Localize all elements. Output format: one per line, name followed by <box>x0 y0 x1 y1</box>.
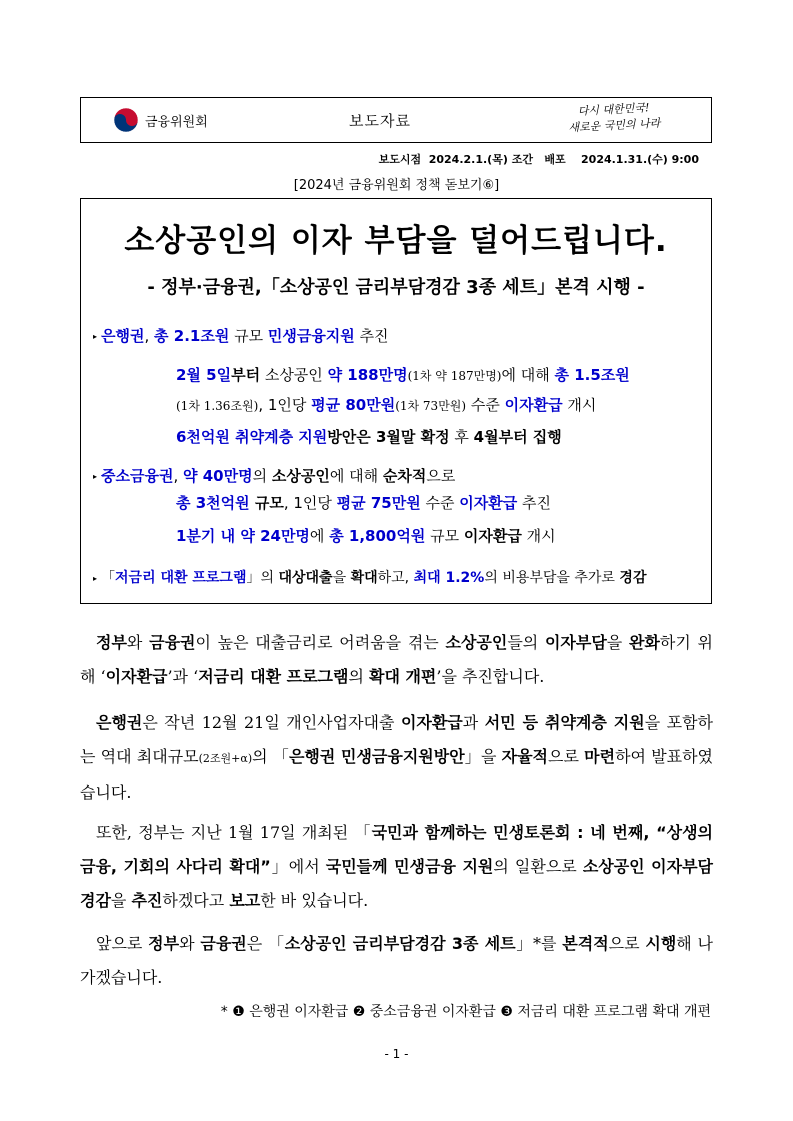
bullet-triangle-icon: ▸ <box>93 332 98 341</box>
body-paragraph-1: 정부와 금융권이 높은 대출금리로 어려움을 겪는 소상공인들의 이자부담을 완화하기 위해 ‘이자환급’과 ‘저금리 대환 프로그램의 확대 개편’을 추진합니다. <box>80 633 713 686</box>
summary-bullet-2-detail-1: 총 3천억원 규모, 1인당 평균 75만원 수준 이자환급 추진 <box>176 494 551 512</box>
body-paragraph-4: 앞으로 정부와 금융권은 「소상공인 금리부담경감 3종 세트」*를 본격적으로 시행해 나가겠습니다. <box>80 934 714 987</box>
summary-bullet-1-detail-2: (1차 1.36조원), 1인당 평균 80만원(1차 73만원) 수준 이자환급 개시 <box>176 396 597 414</box>
summary-bullet-2-detail-2: 1분기 내 약 24만명에 총 1,800억원 규모 이자환급 개시 <box>176 527 556 545</box>
body-paragraph-3: 또한, 정부는 지난 1월 17일 개최된 「국민과 함께하는 민생토론회 : 네 번째, “상생의 금융, 기회의 사다리 확대”」에서 국민들께 민생금융 지원의 일환으로 소상공인 이자부담 경감을 추진하겠다고 보고한 바 있습니다. <box>80 823 714 910</box>
bullet-triangle-icon: ▸ <box>93 472 98 481</box>
org-name: 금융위원회 <box>145 114 208 130</box>
series-label: [2024년 금융위원회 정책 돋보기⑥] <box>293 178 500 193</box>
subheadline: - 정부·금융권,「소상공인 금리부담경감 3종 세트」본격 시행 - <box>147 277 645 298</box>
summary-bullet-1: ▸ 은행권, 총 2.1조원 규모 민생금융지원 추진 <box>93 327 389 345</box>
slogan <box>538 98 689 138</box>
slogan-line-1: 다시 대한민국! <box>577 101 650 118</box>
taegeuk-logo-icon <box>113 107 139 133</box>
press-release-label: 보도자료 <box>349 112 411 130</box>
summary-box <box>80 198 712 604</box>
page-number: - 1 - <box>384 1047 409 1061</box>
headline: 소상공인의 이자 부담을 덜어드립니다. <box>124 223 668 259</box>
release-timing: 보도시점 2024.2.1.(목) 조간 배포 2024.1.31.(수) 9:00 <box>378 153 699 166</box>
body-paragraph-2: 은행권은 작년 12월 21일 개인사업자대출 이자환급과 서민 등 취약계층 지원을 포함하는 역대 최대규모(2조원+α)의 「은행권 민생금융지원방안」을 자율적으로 마련하여 발표하였습니다. <box>80 713 714 802</box>
summary-bullet-3: ▸ 「저금리 대환 프로그램」의 대상대출을 확대하고, 최대 1.2%의 비용부담을 추가로 경감 <box>93 570 647 586</box>
footnote: * ❶ 은행권 이자환급 ❷ 중소금융권 이자환급 ❸ 저금리 대환 프로그램 확대 개편 <box>220 1004 711 1020</box>
summary-bullet-1-detail-3: 6천억원 취약계층 지원방안은 3월말 확정 후 4월부터 집행 <box>176 428 562 446</box>
summary-bullet-1-detail-1: 2월 5일부터 소상공인 약 188만명(1차 약 187만명)에 대해 총 1.5조원 <box>176 366 630 384</box>
slogan-line-2: 새로운 국민의 나라 <box>568 116 661 135</box>
bullet-triangle-icon: ▸ <box>93 573 98 583</box>
fsc-logo <box>113 107 208 133</box>
summary-bullet-2: ▸ 중소금융권, 약 40만명의 소상공인에 대해 순차적으로 <box>93 467 456 485</box>
press-header-box <box>80 97 712 143</box>
